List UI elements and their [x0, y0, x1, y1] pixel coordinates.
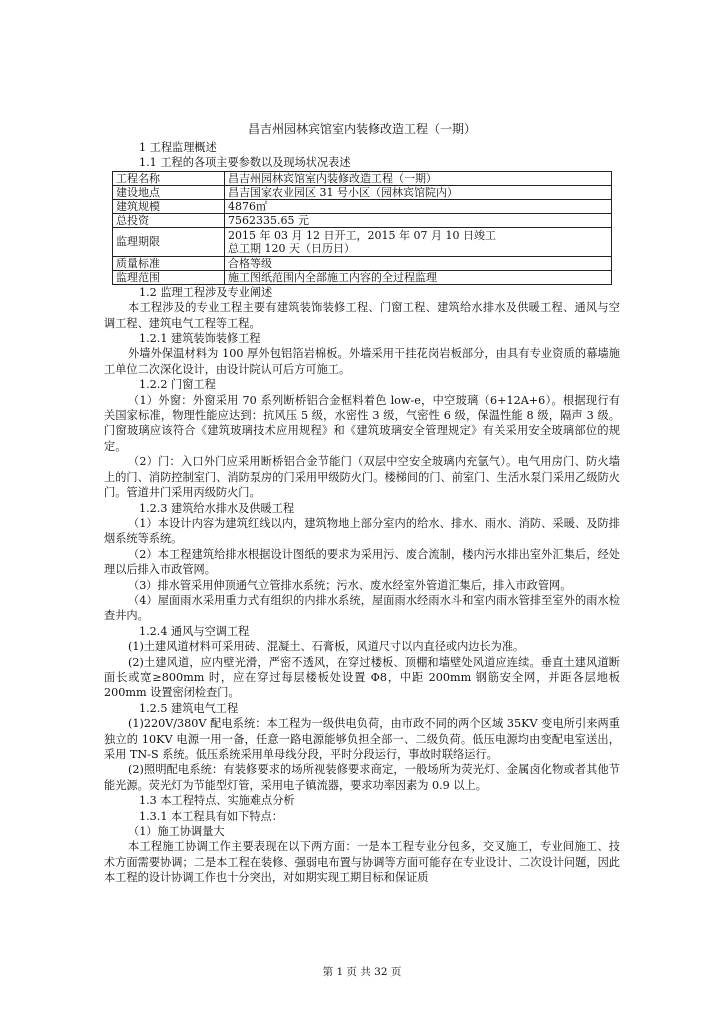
table-row — [113, 185, 612, 199]
section-heading-1-2-3: 1.2.3 建筑给水排水及供暖工程 — [139, 501, 295, 515]
table-key: 监理范围 — [113, 270, 225, 284]
paragraph: （2）本工程建筑给排水根据设计图纸的要求为采用污、废合流制，楼内污水排出室外汇集后，经处理以后排入市政管网。 — [104, 547, 620, 577]
section-heading-1-3: 1.3 本工程特点、实施难点分析 — [139, 794, 295, 808]
section-heading-1: 1 工程监理概述 — [139, 141, 217, 154]
table-value — [225, 227, 612, 256]
table-row — [113, 213, 612, 227]
paragraph: (2)土建风道，应内壁光滑，严密不透风，在穿过楼板、顶棚和墙壁处风道应连续。垂直土建风道断面长或宽≥800mm 时，应在穿过每层楼板处设置 Φ8，中距 200mm 钢筋安全网，并距各层地板 200mm 设置密闭检查门。 — [104, 655, 620, 700]
table-value: 昌吉州园林宾馆室内装修改造工程（一期） — [225, 171, 612, 185]
section-heading-1-3-1: 1.3.1 本工程具有如下特点： — [139, 809, 283, 823]
table-row — [113, 171, 612, 185]
paragraph: (1)220V/380V 配电系统：本工程为一级供电负荷，由市政不同的两个区域 35KV 变电所引来两重独立的 10KV 电源一用一备，任意一路电源能够负担全部一、二级负荷。低压电源均由变配电室送出，采用 TN-S 系统。低压系统采用单母线分段，平时分段运行，事故时联络运行。 — [104, 717, 620, 761]
paragraph: (2)照明配电系统：有装修要求的场所视装修要求商定，一般场所为荧光灯、金属卤化物或者其他节能光源。荧光灯为节能型灯管，采用电子镇流器，要求功率因素为 0.9 以上。 — [104, 763, 620, 792]
paragraph: （1）外窗：外窗采用 70 系列断桥铝合金框料着色 low-e，中空玻璃（6+12A+6）。根据现行有关国家标准，物理性能应达到：抗风压 5 级，水密性 3 级，气密性 6 级，保温性能 8 级，隔声 3 级。门窗玻璃应该符合《建筑玻璃技术应用规程》和《建筑玻璃安全管理规定》有关采用安全玻璃部位的规定。 — [104, 393, 620, 453]
document-title: 昌吉州园林宾馆室内装修改造工程（一期） — [247, 122, 476, 136]
paragraph: （3）排水管采用伸顶通气立管排水系统；污水、废水经室外管道汇集后，排入市政管网。 — [128, 578, 572, 592]
list-item: （1）施工协调量大 — [128, 825, 225, 839]
table-value-line: 总工期 120 天（日历日） — [228, 241, 355, 255]
section-heading-1-2-4: 1.2.4 通风与空调工程 — [139, 624, 250, 638]
section-heading-1-2-2: 1.2.2 门窗工程 — [139, 378, 216, 392]
table-value: 施工图纸范围内全部施工内容的全过程监理 — [225, 270, 612, 284]
paragraph: （1）本设计内容为建筑红线以内，建筑物地上部分室内的给水、排水、雨水、消防、采暖、及防排烟系统等系统。 — [104, 516, 620, 546]
table-key: 质量标准 — [113, 256, 225, 270]
table-row — [113, 270, 612, 284]
table-value-line: 2015 年 03 月 12 日开工，2015 年 07 月 10 日竣工 — [228, 228, 496, 242]
paragraph: （4）屋面雨水采用重力式有组织的内排水系统，屋面雨水经雨水斗和室内雨水管排至室外的雨水检查井内。 — [104, 593, 620, 623]
table-key: 监理期限 — [113, 227, 225, 256]
document-body — [104, 122, 620, 886]
section-heading-1-2: 1.2 监理工程涉及专业阐述 — [139, 285, 273, 299]
section-heading-1-2-5: 1.2.5 建筑电气工程 — [139, 701, 239, 715]
table-row — [113, 256, 612, 270]
table-value: 4876㎡ — [225, 199, 612, 213]
table-value: 昌吉国家农业园区 31 号小区（园林宾馆院内） — [225, 185, 612, 199]
page-number-footer: 第 1 页 共 32 页 — [322, 966, 402, 978]
table-value: 7562335.65 元 — [225, 213, 612, 227]
table-row — [113, 199, 612, 213]
paragraph: 本工程涉及的专业工程主要有建筑装饰装修工程、门窗工程、建筑给水排水及供暖工程、通风与空调工程、建筑电气工程等工程。 — [104, 301, 620, 330]
table-key: 建设地点 — [113, 185, 225, 199]
table-row — [113, 227, 612, 256]
table-key: 总投资 — [113, 213, 225, 227]
section-heading-1-1: 1.1 工程的各项主要参数以及现场状况表述 — [139, 156, 351, 170]
paragraph: （2）门：入口外门应采用断桥铝合金节能门（双层中空安全玻璃内充氩气）。电气用房门、防火墙上的门、消防控制室门、消防泵房的门采用甲级防火门。楼梯间的门、前室门、生活水泵门采用乙级防火门。管道井门采用丙级防火门。 — [104, 455, 620, 500]
table-key: 建筑规模 — [113, 199, 225, 213]
table-key: 工程名称 — [113, 171, 225, 185]
paragraph: 外墙外保温材料为 100 厚外包铝箔岩棉板。外墙采用干挂花岗岩板部分，由具有专业资质的幕墙施工单位二次深化设计，由设计院认可后方可施工。 — [104, 347, 620, 376]
paragraph: 本工程施工协调工作主要表现在以下两方面：一是本工程专业分包多，交叉施工，专业间施工、技术方面需要协调；二是本工程在装修、强弱电布置与协调等方面可能存在专业设计、二次设计问题，因此本工程的设计协调工作也十分突出，对如期实现工期目标和保证质 — [104, 840, 620, 885]
table-value: 合格等级 — [225, 256, 612, 270]
section-heading-1-2-1: 1.2.1 建筑装饰装修工程 — [139, 332, 261, 346]
paragraph: (1)土建风道材料可采用砖、混凝土、石膏板，风道尺寸以内直径或内边长为准。 — [128, 640, 525, 654]
project-info-table — [112, 171, 612, 285]
